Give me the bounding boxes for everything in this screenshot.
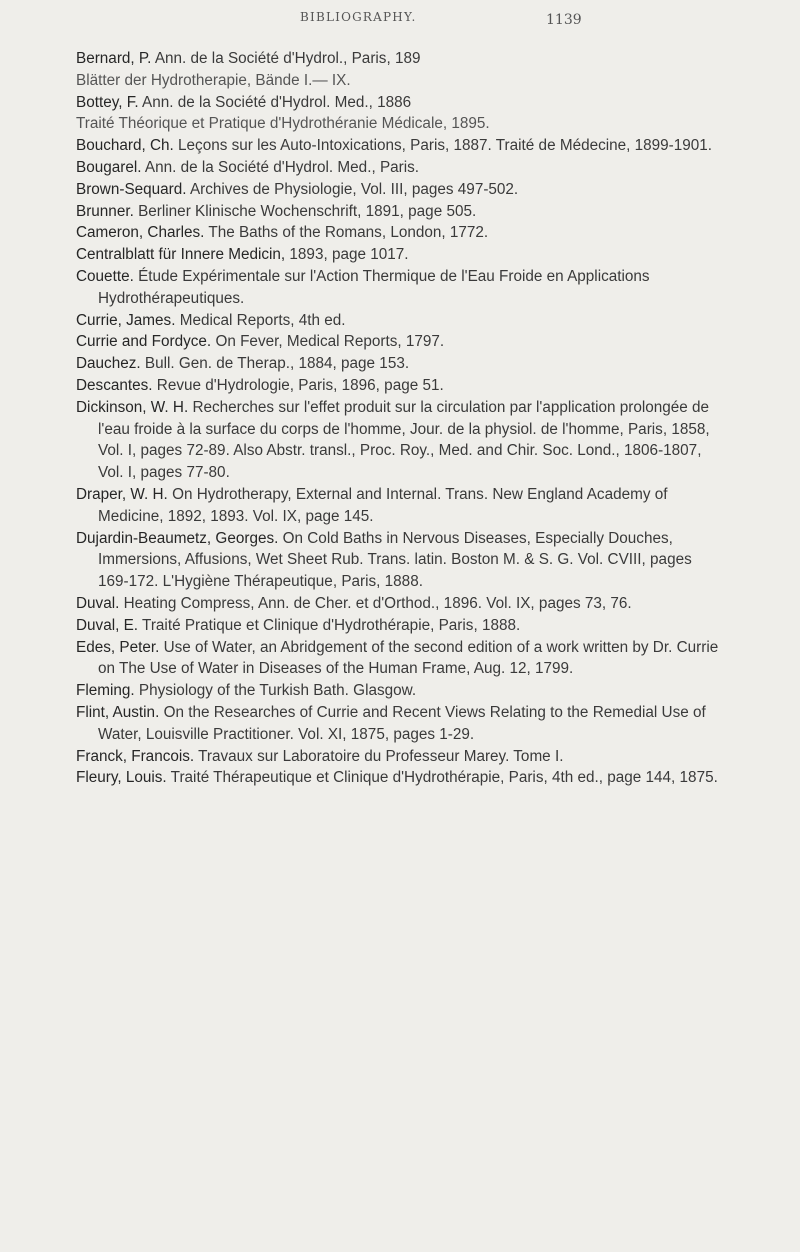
- entry-author: Couette.: [76, 267, 134, 285]
- bibliography-entry: [76, 746, 726, 768]
- entry-citation: Étude Expérimentale sur l'Action Thermique de l'Eau Froide en Applications Hydrothérapeutiques.: [98, 267, 650, 307]
- bibliography-list: [76, 48, 726, 789]
- entry-author: Duval, E.: [76, 616, 139, 634]
- entry-citation: Heating Compress, Ann. de Cher. et d'Orthod., 1896. Vol. IX, pages 73, 76.: [123, 594, 632, 612]
- entry-author: Descantes.: [76, 376, 153, 394]
- entry-citation: On Hydrotherapy, External and Internal. Trans. New England Academy of Medicine, 1892, 1893. Vol. IX, page 145.: [98, 485, 668, 525]
- bibliography-entry: [76, 767, 726, 789]
- bibliography-entry: [76, 48, 726, 70]
- bibliography-entry: [76, 179, 726, 201]
- bibliography-entry: [76, 70, 726, 92]
- entry-citation: On the Researches of Currie and Recent Views Relating to the Remedial Use of Water, Louisville Practitioner. Vol. XI, 1875, pages 1-29.: [98, 703, 706, 743]
- bibliography-entry: [76, 113, 726, 135]
- entry-author: Cameron, Charles.: [76, 224, 205, 242]
- entry-author: Duval.: [76, 594, 120, 612]
- entry-citation: Traité Thérapeutique et Clinique d'Hydrothérapie, Paris, 4th ed., page 144, 1875.: [170, 769, 718, 787]
- entry-citation: Berliner Klinische Wochenschrift, 1891, page 505.: [138, 202, 477, 220]
- entry-citation: Physiology of the Turkish Bath. Glasgow.: [138, 682, 417, 700]
- bibliography-entry: [76, 353, 726, 375]
- bibliography-entry: [76, 680, 726, 702]
- entry-citation: Traité Théorique et Pratique d'Hydrothéranie Médicale, 1895.: [76, 115, 490, 133]
- entry-author: Franck, Francois.: [76, 747, 195, 765]
- entry-author: Currie, James.: [76, 311, 176, 329]
- entry-author: Brunner.: [76, 202, 134, 220]
- bibliography-entry: [76, 244, 726, 266]
- entry-author: Currie and Fordyce.: [76, 333, 212, 351]
- entry-citation: Revue d'Hydrologie, Paris, 1896, page 51.: [156, 376, 444, 394]
- entry-citation: Ann. de la Société d'Hydrol., Paris, 189: [154, 50, 421, 67]
- entry-citation: Traité Pratique et Clinique d'Hydrothérapie, Paris, 1888.: [142, 616, 521, 634]
- entry-citation: Use of Water, an Abridgement of the second edition of a work written by Dr. Currie on The Use of Water in Diseases of the Human Frame, Aug. 12, 1799.: [98, 638, 719, 678]
- entry-author: Flint, Austin.: [76, 703, 160, 721]
- bibliography-entry: [76, 222, 726, 244]
- entry-author: Brown-Sequard.: [76, 180, 187, 198]
- page-number: 1139: [546, 12, 582, 28]
- entry-citation: Recherches sur l'effet produit sur la circulation par l'application prolongée de l'eau froide à la surface du corps de l'homme, Jour. de la physiol. de l'homme, Paris, 1858, Vol. I, pages 72-89. Also Abstr. transl., Proc. Roy., Med. and Chir. Soc. Lond., 1806-1807, Vol. I, pages 77-80.: [98, 398, 710, 482]
- entry-citation: Leçons sur les Auto-Intoxications, Paris, 1887. Traité de Médecine, 1899-1901.: [178, 137, 713, 155]
- bibliography-entry: [76, 702, 726, 746]
- bibliography-entry: [76, 528, 726, 593]
- entry-author: Bernard, P.: [76, 50, 152, 67]
- entry-author: Dauchez.: [76, 355, 141, 373]
- bibliography-entry: [76, 397, 726, 484]
- entry-author: Edes, Peter.: [76, 638, 160, 656]
- entry-citation: Ann. de la Société d'Hydrol. Med., Paris.: [144, 158, 420, 176]
- bibliography-entry: [76, 375, 726, 397]
- entry-author: Dickinson, W. H.: [76, 398, 189, 416]
- entry-author: Draper, W. H.: [76, 485, 168, 503]
- running-title: BIBLIOGRAPHY.: [300, 10, 417, 24]
- entry-citation: Ann. de la Société d'Hydrol. Med., 1886: [142, 93, 412, 111]
- entry-citation: On Fever, Medical Reports, 1797.: [215, 333, 445, 351]
- entry-citation: On Cold Baths in Nervous Diseases, Especially Douches, Immersions, Affusions, Wet Sheet Rub. Trans. latin. Boston M. & S. G. Vol. CVIII, pages 169-172. L'Hygiène Thérapeutique, Paris, 1888.: [98, 529, 692, 591]
- bibliography-entry: [76, 92, 726, 114]
- entry-author: Bougarel.: [76, 158, 142, 176]
- bibliography-entry: [76, 201, 726, 223]
- entry-citation: The Baths of the Romans, London, 1772.: [208, 224, 489, 242]
- entry-citation: Archives de Physiologie, Vol. III, pages 497-502.: [189, 180, 519, 198]
- entry-author: Fleury, Louis.: [76, 769, 167, 787]
- entry-citation: Blätter der Hydrotherapie, Bände I.— IX.: [76, 71, 351, 89]
- bibliography-entry: [76, 637, 726, 681]
- entry-author: Dujardin-Beaumetz, Georges.: [76, 529, 279, 547]
- bibliography-entry: [76, 266, 726, 310]
- entry-author: Bouchard, Ch.: [76, 137, 174, 155]
- entry-citation: Medical Reports, 4th ed.: [179, 311, 346, 329]
- entry-citation: Bull. Gen. de Therap., 1884, page 153.: [144, 355, 410, 373]
- entry-citation: 1893, page 1017.: [289, 246, 409, 264]
- entry-author: Bottey, F.: [76, 93, 139, 111]
- bibliography-entry: [76, 331, 726, 353]
- bibliography-entry: [76, 484, 726, 528]
- bibliography-entry: [76, 310, 726, 332]
- bibliography-entry: [76, 157, 726, 179]
- entry-author: Centralblatt für Innere Medicin,: [76, 246, 286, 264]
- bibliography-entry: [76, 615, 726, 637]
- bibliography-entry: [76, 593, 726, 615]
- entry-citation: Travaux sur Laboratoire du Professeur Marey. Tome I.: [198, 747, 564, 765]
- entry-author: Fleming.: [76, 682, 135, 700]
- bibliography-entry: [76, 135, 726, 157]
